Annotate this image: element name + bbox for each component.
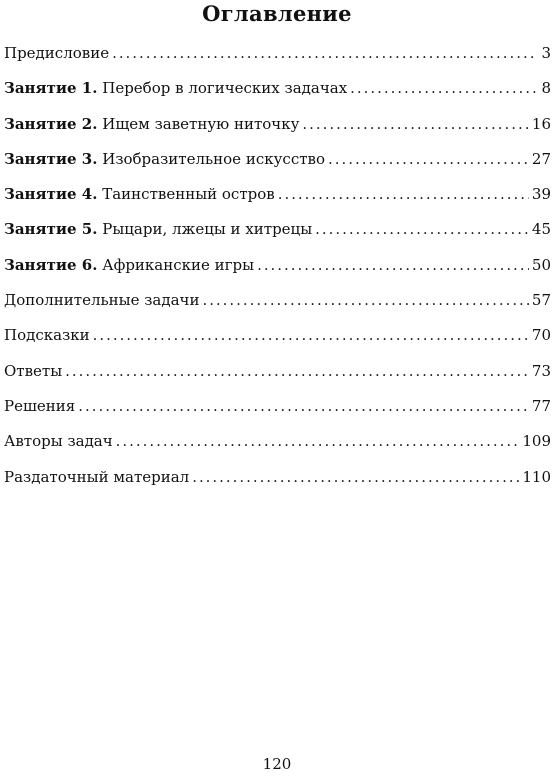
dot-leader [78,392,529,420]
toc-entry-text: Перебор в логических задачах [102,79,348,98]
toc-entry [4,463,551,498]
toc-entry-text: Подсказки [4,326,90,345]
toc-page-number: 8 [541,79,551,98]
toc-entry [4,145,551,180]
footer-page-number: 120 [262,755,292,773]
toc-page-number: 110 [522,467,551,486]
toc-entry-title [4,357,62,385]
toc-entry-text: Ищем заветную ниточку [102,114,300,133]
toc-entry [4,215,551,250]
toc-entry-title [4,427,113,455]
toc-entry-title [4,321,90,349]
toc-entry [4,74,551,109]
toc-page-number: 27 [531,149,551,168]
toc-lesson-number: Занятие 3. [4,149,98,168]
toc-entry-text: Рыцари, лжецы и хитрецы [102,220,313,239]
toc-entry-title [4,180,275,208]
toc-page-number: 77 [531,396,551,415]
toc-entry-title [4,392,75,420]
page-title: Оглавление [202,1,352,26]
toc-lesson-number: Занятие 6. [4,255,98,274]
toc-entry [4,286,551,321]
toc-entry [4,110,551,145]
toc-entry-title [4,39,109,67]
toc-page-number: 50 [531,255,551,274]
toc-page-number: 73 [531,361,551,380]
toc-entry-title [4,215,312,243]
toc-page-number: 109 [522,432,551,451]
toc-entry-text: Решения [4,396,76,415]
toc-entry [4,180,551,215]
toc-entry-text: Предисловие [4,44,110,62]
dot-leader [192,463,519,491]
toc-entry [4,251,551,286]
toc-entry [4,427,551,462]
dot-leader [315,215,529,243]
toc-page-number: 39 [531,185,551,204]
dot-leader [112,39,538,67]
toc-entry-title [4,145,325,173]
dot-leader [257,251,529,279]
toc-page-number: 45 [531,220,551,239]
toc-entry [4,357,551,392]
dot-leader [302,110,528,138]
toc-entry-text: Таинственный остров [102,185,275,204]
toc-page-number: 70 [531,326,551,345]
toc-entry-text: Дополнительные задачи [4,291,200,310]
dot-leader [116,427,520,455]
toc-lesson-number: Занятие 5. [4,220,98,239]
dot-leader [93,321,529,349]
dot-leader [65,357,529,385]
toc-entry-text: Изобразительное искусство [102,149,326,168]
toc-entry-title [4,110,299,138]
toc-entry-title [4,251,254,279]
toc-page-number: 3 [541,44,551,62]
dot-leader [202,286,528,314]
toc-entry-title [4,74,347,102]
dot-leader [278,180,529,208]
toc-lesson-number: Занятие 1. [4,79,98,98]
toc-entry-text: Ответы [4,361,63,380]
toc-page-number: 16 [531,114,551,133]
toc-page-number: 57 [531,291,551,310]
dot-leader [350,74,538,102]
toc-entry-text: Раздаточный материал [4,467,190,486]
toc-entry-text: Африканские игры [102,255,255,274]
toc-entry-title [4,463,189,491]
toc-lesson-number: Занятие 2. [4,114,98,133]
dot-leader [328,145,529,173]
toc-lesson-number: Занятие 4. [4,185,98,204]
toc-entry-title [4,286,199,314]
toc-entry-text: Авторы задач [4,432,113,451]
toc-entry [4,39,551,74]
toc-entry [4,321,551,356]
toc-entry [4,392,551,427]
table-of-contents [4,39,551,498]
